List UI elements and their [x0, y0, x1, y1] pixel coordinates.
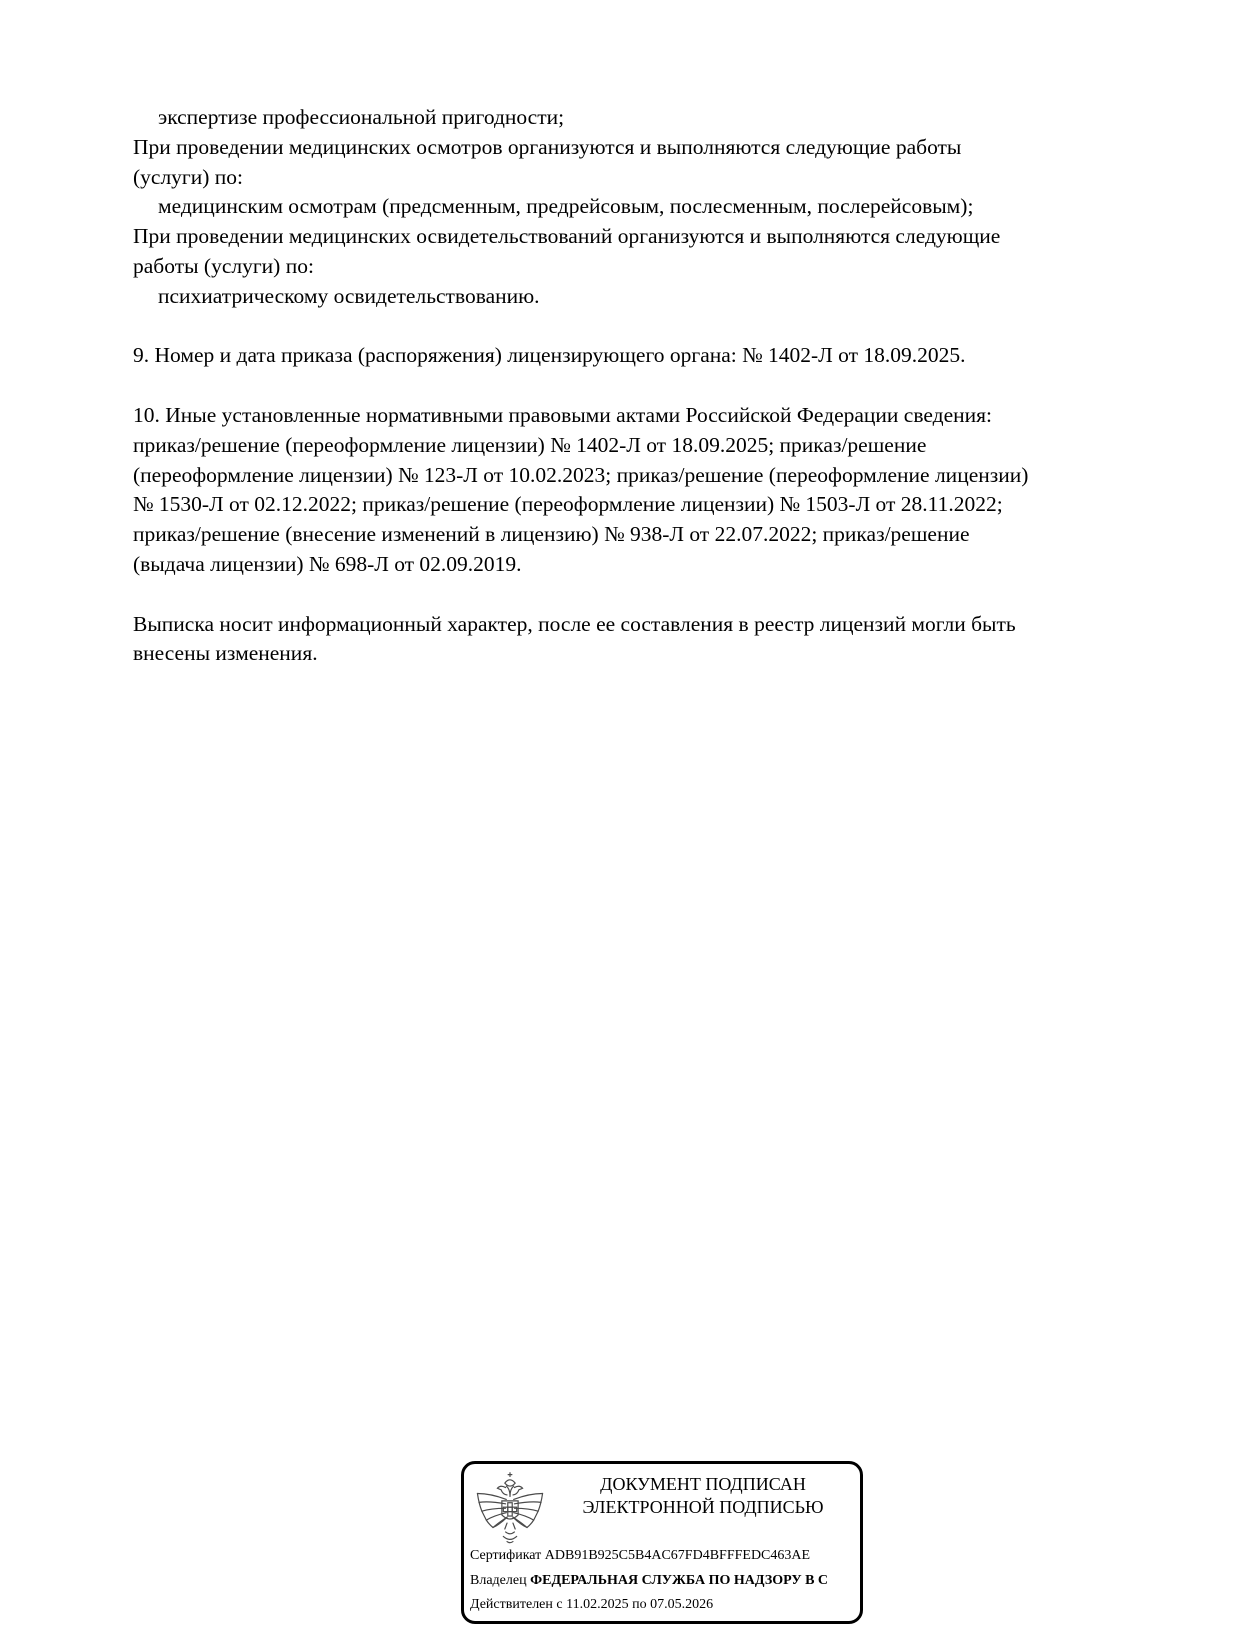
text-line: экспертизе профессиональной пригодности;: [158, 105, 565, 129]
text-line: психиатрическому освидетельствованию.: [158, 283, 540, 308]
stamp-info: [470, 1544, 860, 1618]
text-line: При проведении медицинских освидетельствований организуются и выполняются следующие: [133, 224, 1001, 249]
disclaimer-paragraph: [133, 610, 1218, 670]
order-number-paragraph: [133, 341, 1218, 371]
text-line: 9. Номер и дата приказа (распоряжения) лицензирующего органа: № 1402-Л от 18.09.2025.: [133, 343, 966, 368]
text-line: медицинским осмотрам (предсменным, предрейсовым, послесменным, послерейсовым);: [158, 194, 974, 219]
text-line: № 1530-Л от 02.12.2022; приказ/решение (переоформление лицензии) № 1503-Л от 28.11.2022;: [133, 492, 1003, 517]
text-line: приказ/решение (переоформление лицензии) № 1402-Л от 18.09.2025; приказ/решение: [133, 432, 927, 457]
owner-value: ФЕДЕРАЛЬНАЯ СЛУЖБА ПО НАДЗОРУ В С: [530, 1572, 829, 1588]
other-info-paragraph: [133, 401, 1218, 580]
stamp-title: [550, 1473, 856, 1518]
electronic-signature-stamp: [461, 1461, 863, 1624]
text-line: 10. Иные установленные нормативными правовыми актами Российской Федерации сведения:: [133, 402, 992, 427]
owner-line: [470, 1569, 860, 1594]
services-paragraph: [133, 103, 1218, 312]
certificate-label: Сертификат: [470, 1548, 542, 1563]
text-line: приказ/решение (внесение изменений в лицензию) № 938-Л от 22.07.2022; приказ/решение: [133, 522, 970, 547]
text-line: (услуги) по:: [133, 164, 244, 189]
text-line: Выписка носит информационный характер, после ее составления в реестр лицензий могли быть: [133, 611, 1016, 636]
text-line: При проведении медицинских осмотров организуются и выполняются следующие работы: [133, 134, 962, 159]
stamp-title-line2: ЭЛЕКТРОННОЙ ПОДПИСЬЮ: [582, 1496, 824, 1517]
stamp-title-line1: ДОКУМЕНТ ПОДПИСАН: [600, 1474, 806, 1494]
text-line: (выдача лицензии) № 698-Л от 02.09.2019.: [133, 551, 522, 576]
text-line: внесены изменения.: [133, 641, 318, 666]
owner-label: Владелец: [470, 1572, 527, 1588]
document-body: [133, 103, 1218, 669]
text-line: работы (услуги) по:: [133, 253, 314, 278]
roszdravnadzor-eagle-icon: [473, 1471, 547, 1550]
validity-line: Действителен с 11.02.2025 по 07.05.2026: [470, 1597, 714, 1612]
certificate-line: [470, 1544, 860, 1569]
text-line: (переоформление лицензии) № 123-Л от 10.02.2023; приказ/решение (переоформление лицензии): [133, 462, 1029, 487]
certificate-value: ADB91B925C5B4AC67FD4BFFFEDC463AE: [544, 1548, 811, 1563]
